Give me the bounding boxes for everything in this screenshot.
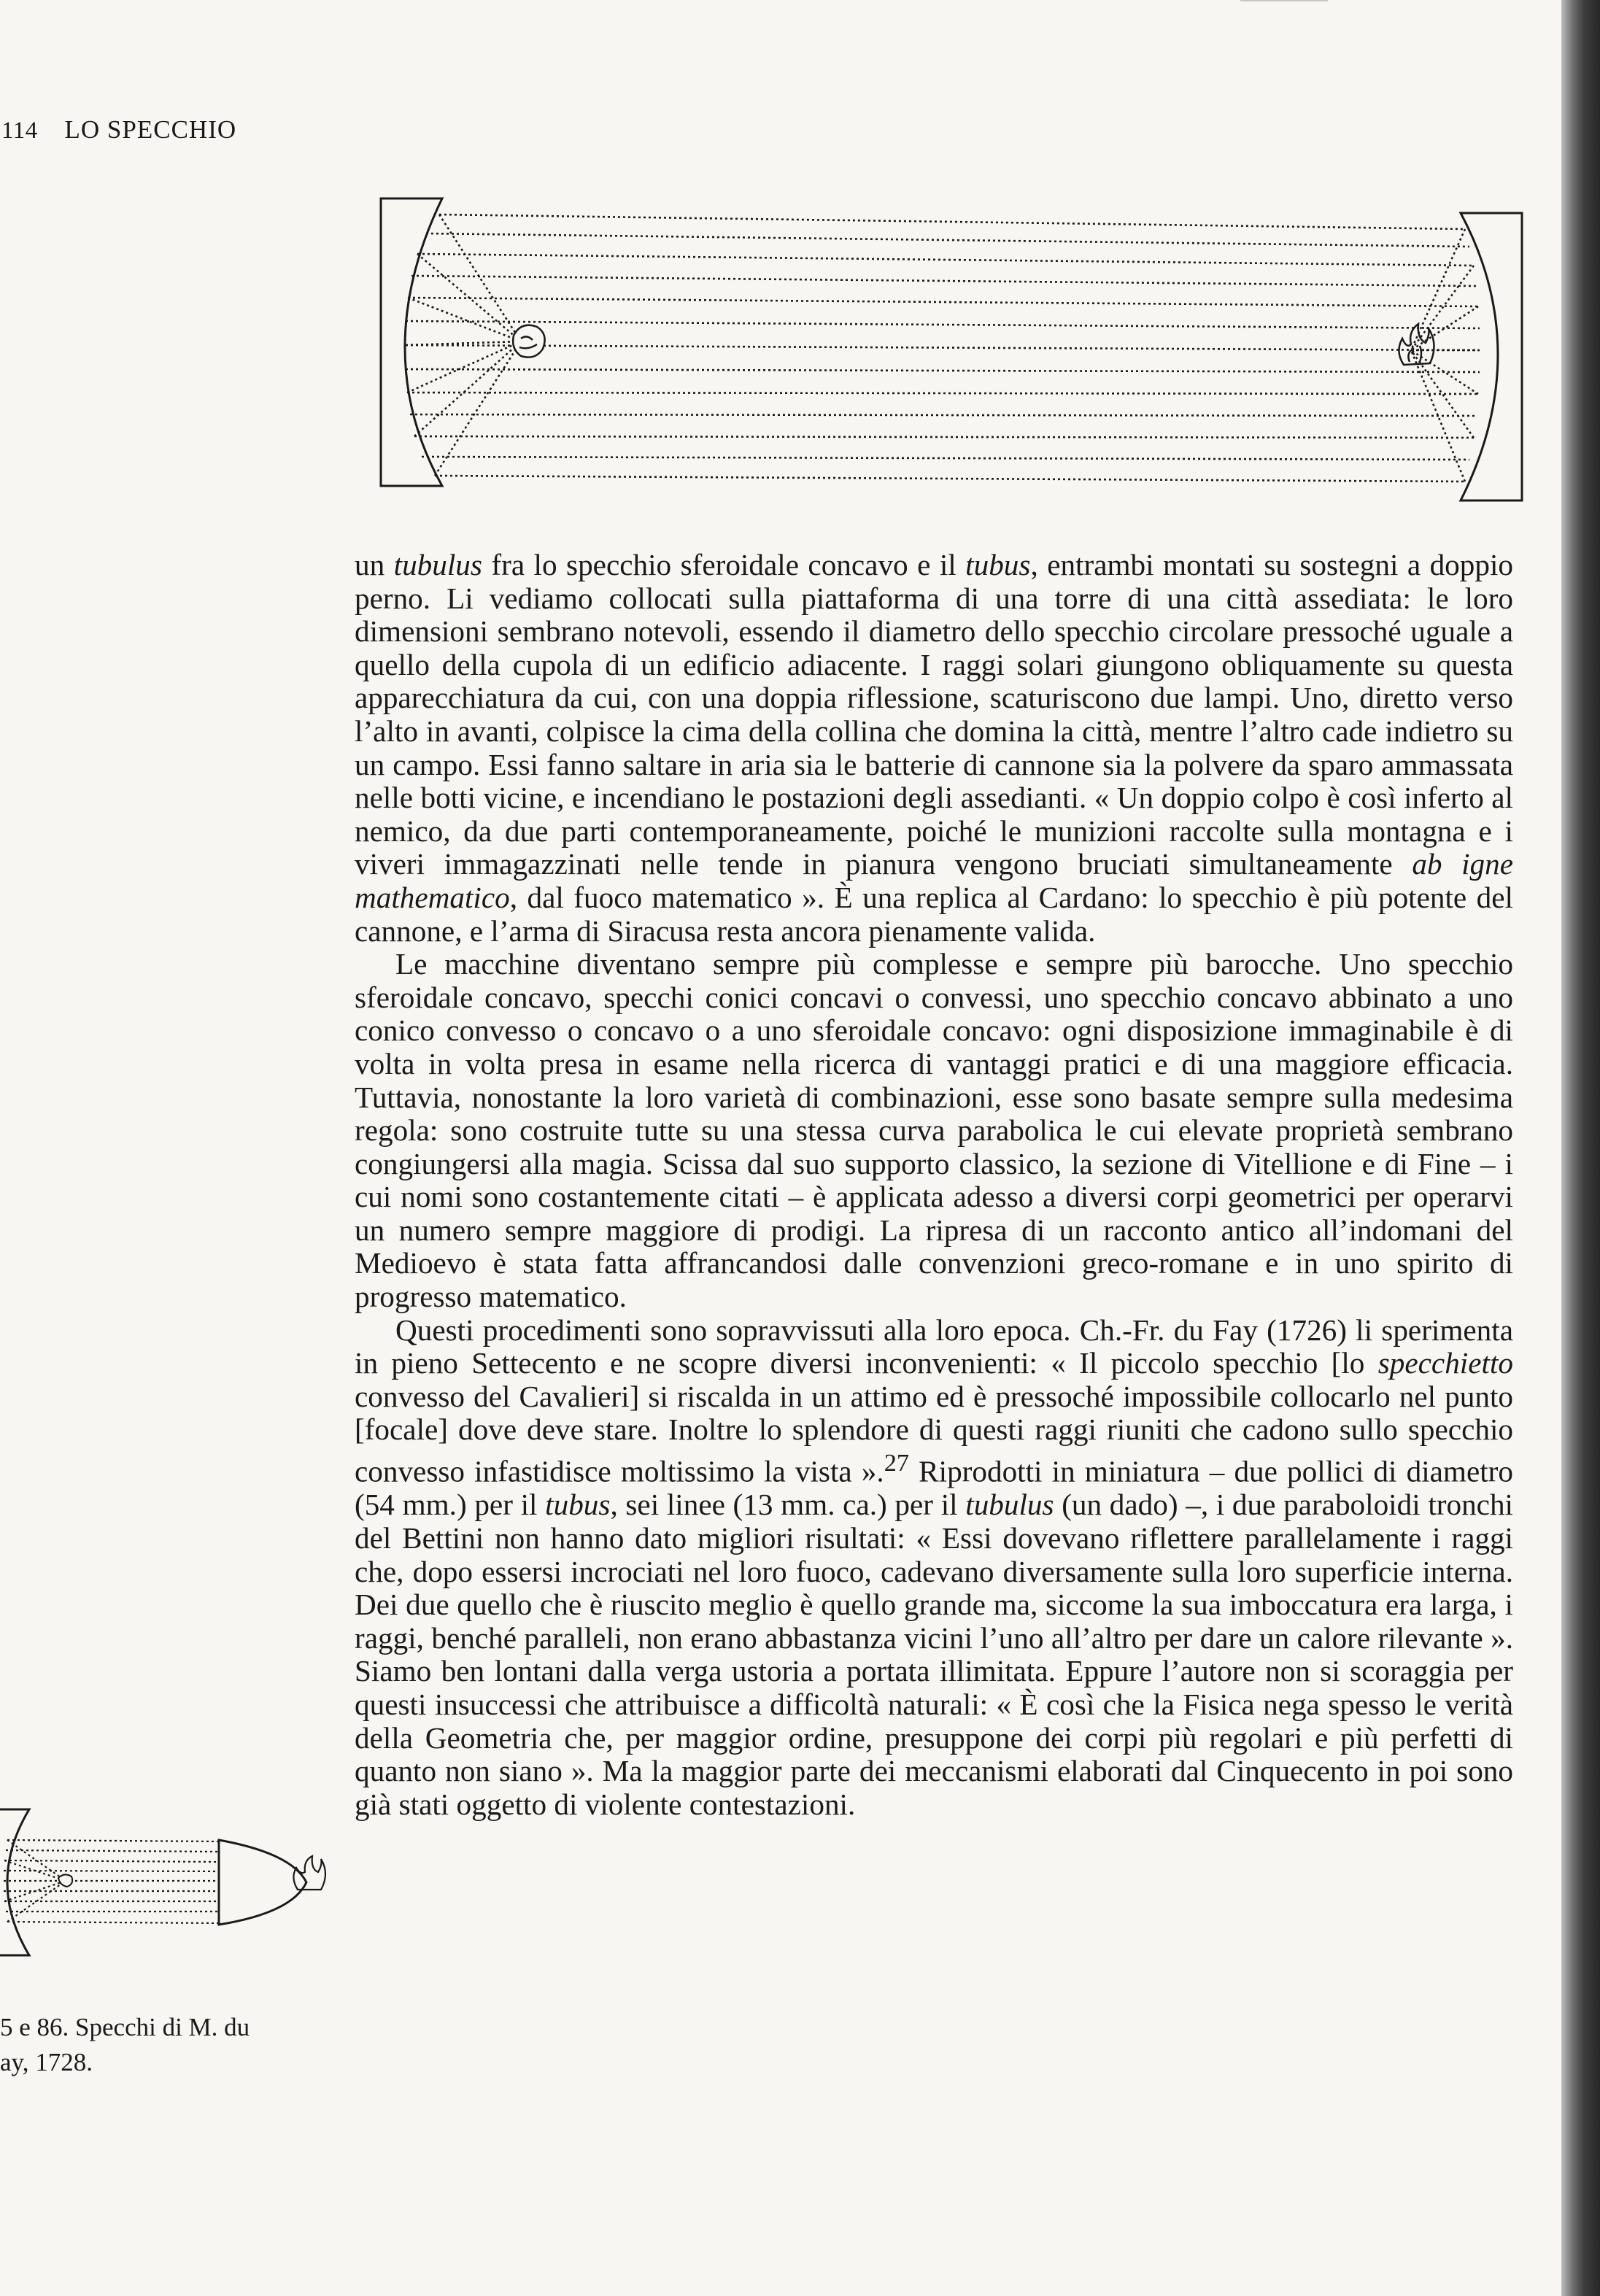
running-title: LO SPECCHIO [64,115,237,144]
text-run: , sei linee (13 mm. ca.) per il [610,1488,966,1522]
coal-icon [513,325,545,357]
running-header [1,115,236,144]
truncated-paraboloid [219,1840,306,1925]
text-run: , dal fuoco matematico ». È una replica al Cardano: lo specchio è più potente del cannone, e l’arma di Siracusa resta ancora pienamente valida. [355,880,1513,948]
footnote-ref: 27 [884,1449,910,1477]
caption-line: ay, 1728. [0,2048,93,2076]
page-number: 114 [1,117,38,144]
left-concave-mirror [381,198,442,486]
partial-concave-mirror [0,1809,29,1955]
coal-icon [58,1874,72,1887]
text-run: Le macchine diventano sempre più complesse e sempre più barocche. Uno specchio sferoidale concavo, specchi conici concavi o convessi, uno specchio concavo abbinato a uno conico convesso o concavo o a uno sferoidale concavo: ogni disposizione immaginabile è di volta in volta presa in esame nella ricerca di vantaggi pratici e di una maggiore efficacia. Tuttavia, nonostante la loro varietà di combinazioni, esse sono basate sempre sulla medesima regola: sono costruite tutte su una stessa curva parabolica le cui elevate proprietà sembrano congiungersi alla magia. Scissa dal suo supporto classico, la sezione di Vitellione e di Fine – i cui nomi sono costantemente citati – è applicata adesso a diversi corpi geometrici per operarvi un numero sempre maggiore di prodigi. La ripresa di un racconto antico all’indomani del Medioevo è stata fatta affrancandosi dalle convenzioni greco-romane e in uno spirito di progresso matematico. [355,947,1513,1314]
italic-text: tubus [965,548,1031,581]
right-concave-mirror [1461,213,1522,500]
paragraph [355,549,1513,948]
text-run: convesso del Cavalieri] si riscalda in un attimo ed è pressoché impossibile collocarlo nel punto [focale] dove deve stare. Inoltre lo splendore di questi raggi riuniti che cadono sullo specchio convesso infastidisce moltissimo la vista ». [355,1379,1513,1488]
figure-caption [0,2010,343,2080]
text-run: Questi procedimenti sono sopravvissuti alla loro epoca. Ch.-Fr. du Fay (1726) li sperimenta in pieno Settecento e ne scopre diversi inconvenienti: « Il piccolo specchio [lo [355,1313,1513,1380]
body-text [355,549,1513,1821]
paragraph [355,948,1513,1314]
figure-mirror-paraboloid [0,1802,343,1963]
scan-artifact [1240,0,1328,1]
text-run: , entrambi montati su sostegni a doppio perno. Li vediamo collocati sulla piattaforma di una torre di una città assediata: le loro dimensioni sembrano notevoli, essendo il diametro dello specchio circolare pressoché uguale a quello della cupola di un edificio adiacente. I raggi solari giungono obliquamente su questa apparecchiatura da cui, con una doppia riflessione, scaturiscono due lampi. Uno, diretto verso l’alto in avanti, colpisce la cima della collina che domina la città, mentre l’altro cade indietro su un campo. Essi fanno saltare in aria sia le batterie di cannone sia la polvere da sparo ammassata nelle botti vicine, e incendiano le postazioni degli assedianti. « Un doppio colpo è così inferto al nemico, da due parti contemporaneamente, poiché le munizioni raccolte sulla montagna e i viveri immagazzinati nelle tende in pianura vengono bruciati simultaneamente [355,548,1513,881]
page-binding-shadow [1561,0,1600,2296]
italic-text: tubulus [393,548,482,581]
text-run: (un dado) –, i due paraboloidi tronchi del Bettini non hanno dato migliori risultati: « Essi dovevano riflettere parallelamente i raggi che, dopo essersi incrociati nel loro fuoco, cadevano diversamente sulla loro superficie interna. Dei due quello che è riuscito meglio è quello grande ma, siccome la sua imboccatura era larga, i raggi, benché paralleli, non erano abbastanza vicini l’uno all’altro per dare un calore rilevante ». Siamo ben lontani dalla verga ustoria a portata illimitata. Eppure l’autore non si scoraggia per questi insuccessi che attribuisce a difficoltà naturali: « È così che la Fisica nega spesso le verità della Geometria che, per maggior ordine, presuppone dei corpi più regolari e più perfetti di quanto non siano ». Ma la maggior parte dei meccanismi elaborati dal Cinquecento in poi sono già stati oggetto di violente contestazioni. [355,1488,1513,1821]
paragraph [355,1314,1513,1822]
text-run: fra lo specchio sferoidale concavo e il [482,548,966,581]
caption-line: 5 e 86. Specchi di M. du [0,2013,250,2041]
figure-facing-mirrors [375,196,1528,509]
text-run: Riprodotti in miniatura – due pollici di diametro (54 mm.) per il [355,1454,1513,1522]
italic-text: ab igne mathematico [355,847,1514,914]
italic-text: tubus [545,1488,611,1522]
italic-text: tubulus [965,1488,1054,1522]
text-run: un [355,548,394,581]
italic-text: specchietto [1377,1346,1513,1380]
